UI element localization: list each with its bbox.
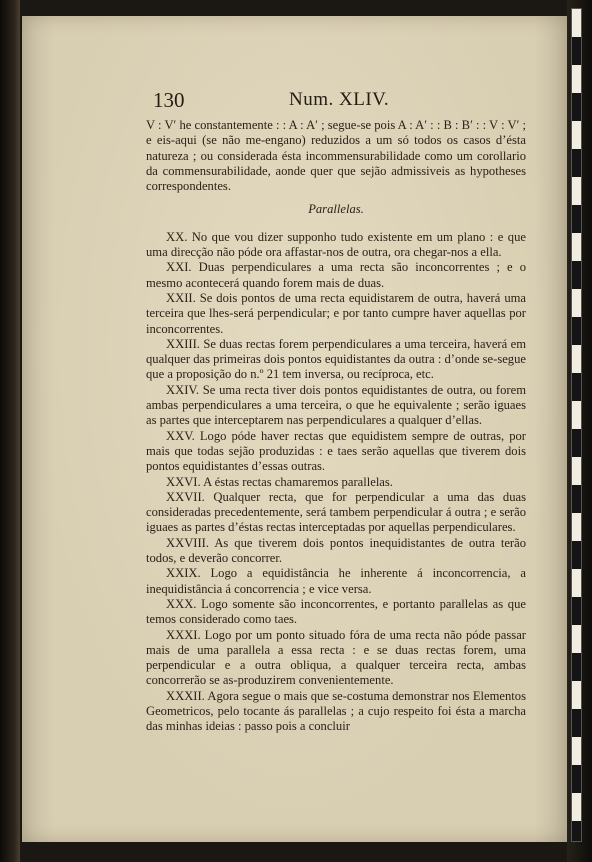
body-text (146, 118, 526, 735)
paragraph-xxviii: XXVIII. As que tiverem dois pontos inequidistantes de outra terão todos, e deverão concorrer. (146, 535, 526, 566)
paragraph-xxvii: XXVII. Qualquer recta, que for perpendicular a uma das duas consideradas precedentemente, será tambem perpendicular á outra ; e serão iguaes as partes d’éstas rectas interceptadas por aquellas perpendiculares. (146, 489, 526, 535)
paragraph-xxii: XXII. Se dois pontos de uma recta equidistarem de outra, haverá uma terceira que lhes-será perpendicular; e por tanto cumpre haver aquellas por inconcorrentes. (146, 290, 526, 336)
paragraph-xxix: XXIX. Logo a equidistância he inherente á inconcorrencia, a inequidistância á concorrencia ; e vice versa. (146, 566, 526, 596)
book-spine-shadow (0, 0, 20, 862)
running-head: Num. XLIV. (289, 89, 390, 110)
section-title: Parallelas. (308, 202, 364, 217)
paragraph-xxxii: XXXII. Agora segue o mais que se-costuma demonstrar nos Elementos Geometricos, pelo tocante ás parallelas ; a cujo respeito foi ésta a marcha das minhas ideias : passo pois a concluir (146, 688, 526, 734)
paragraph-xxiii: XXIII. Se duas rectas forem perpendiculares a uma terceira, haverá em qualquer das primeiras dois pontos equidistantes da outra : d’onde se-segue que a proposição do n.º 21 tem inversa, ou recíproca, etc. (146, 336, 526, 382)
paragraph-xxvi: XXVI. A éstas rectas chamaremos parallelas. (166, 474, 393, 489)
paragraph-xxi: XXI. Duas perpendiculares a uma recta são inconcorrentes ; e o mesmo acontecerá quando forem mais de duas. (146, 260, 526, 290)
opening-paragraph: V : V′ he constantemente : : A : A′ ; segue-se pois A : A′ : : B : B′ : : V : V′ ; e eis-aqui (se não me-engano) reduzidos a um só todos os casos d’ésta natureza ; ou considerada ésta incommensurabilidade como um corollario da commensurabilidade, aonde quer que sejão admissiveis as hypotheses correspondentes. (146, 118, 526, 194)
paragraph-xxv: XXV. Logo póde haver rectas que equidistem sempre de outras, por mais que todas sejão produzidas : e taes serão aquellas que tiverem dois pontos equidistantes d’essas outras. (146, 428, 526, 474)
paragraph-xxxi: XXXI. Logo por um ponto situado fóra de uma recta não póde passar mais de uma parallela a essa recta : e se duas rectas forem, uma perpendicular e a outra obliqua, a qualquer terceira recta, ambas concorrerão se as-produzirem convenientemente. (146, 627, 526, 688)
page-header (153, 88, 518, 112)
paragraph-xx: XX. No que vou dizer supponho tudo existente em um plano : e que uma direcção não póde ora affastar-nos de outra, ora chegar-nos a ella. (146, 229, 526, 260)
page-number: 130 (153, 88, 185, 112)
scan-scale-bar (571, 8, 582, 842)
paragraph-xxiv: XXIV. Se uma recta tiver dois pontos equidistantes de outra, ou forem ambas perpendiculares a uma terceira, o que he equivalente ; serão iguaes as partes que interceptarem nas perpendiculares a qualquer d’ellas. (146, 382, 526, 428)
paragraph-xxx: XXX. Logo somente são inconcorrentes, e portanto parallelas as que temos considerado como taes. (146, 596, 526, 627)
